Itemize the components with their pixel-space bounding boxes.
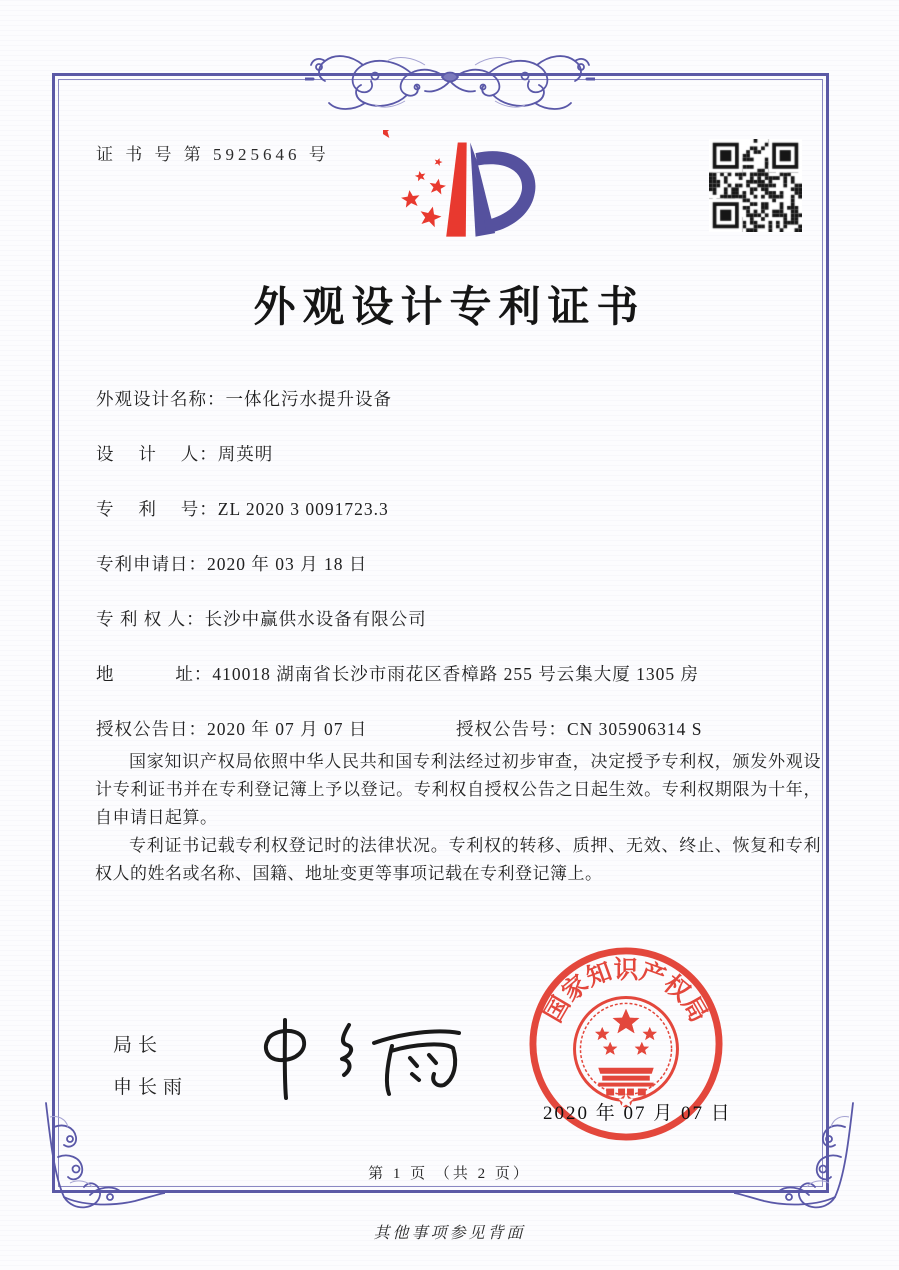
bottom-left-flourish: [40, 1097, 165, 1212]
director-title: 局长: [113, 1035, 164, 1056]
field-value: 410018 湖南省长沙市雨花区香樟路 255 号云集大厦 1305 房: [212, 664, 699, 684]
field-value: 长沙中赢供水设备有限公司: [204, 609, 427, 629]
qr-code: [709, 139, 802, 232]
field-value: 一体化污水提升设备: [225, 389, 392, 409]
field-grant-number: [456, 716, 703, 741]
field-label: 地 址：: [96, 664, 213, 684]
certificate-number: 证 书 号 第 5925646 号: [96, 145, 330, 164]
back-side-note: 其他事项参见背面: [373, 1225, 526, 1242]
legal-paragraph-1: 国家知识产权局依照中华人民共和国专利法经过初步审查，决定授予专利权，颁发外观设计专利证书并在专利登记簿上予以登记。专利权自授权公告之日起生效。专利权期限为十年，自申请日起算。: [95, 752, 821, 827]
cnipa-logo-icon: [383, 130, 561, 258]
field-label: 专 利 权 人：: [96, 609, 205, 629]
field-designer: [96, 441, 826, 496]
field-patentee: [96, 606, 826, 661]
field-value: ZL 2020 3 0091723.3: [217, 499, 389, 519]
director-signature: [252, 998, 477, 1110]
director-name: 申长雨: [113, 1077, 189, 1098]
field-label: 外观设计名称：: [96, 389, 226, 409]
field-label: 授权公告号：: [456, 719, 567, 739]
seal-date: 2020 年 07 月 07 日: [543, 1103, 732, 1124]
field-patent-number: [96, 496, 826, 551]
bottom-right-flourish: [734, 1097, 859, 1212]
top-flourish-ornament: [305, 43, 595, 115]
field-filing-date: [96, 551, 826, 606]
page-number: 第 1 页 （共 2 页）: [368, 1166, 531, 1182]
certificate-title: 外观设计专利证书: [253, 285, 646, 331]
field-label: 专利申请日：: [96, 554, 207, 574]
field-address: [96, 661, 826, 716]
field-value: 周英明: [217, 444, 274, 464]
field-value: CN 305906314 S: [567, 719, 703, 739]
svg-text:国家知识产权局: 国家知识产权局: [539, 956, 713, 1028]
field-label: 授权公告日：: [96, 719, 207, 739]
field-list: [96, 386, 826, 771]
legal-paragraph-2: 专利证书记载专利权登记时的法律状况。专利权的转移、质押、无效、终止、恢复和专利权人的姓名或名称、国籍、地址变更等事项记载在专利登记簿上。: [95, 836, 821, 883]
field-value: 2020 年 03 月 18 日: [207, 554, 368, 574]
field-design-name: [96, 386, 826, 441]
field-label: 专 利 号：: [96, 499, 218, 519]
field-label: 设 计 人：: [96, 444, 218, 464]
field-value: 2020 年 07 月 07 日: [207, 719, 368, 739]
legal-text: [95, 748, 821, 888]
